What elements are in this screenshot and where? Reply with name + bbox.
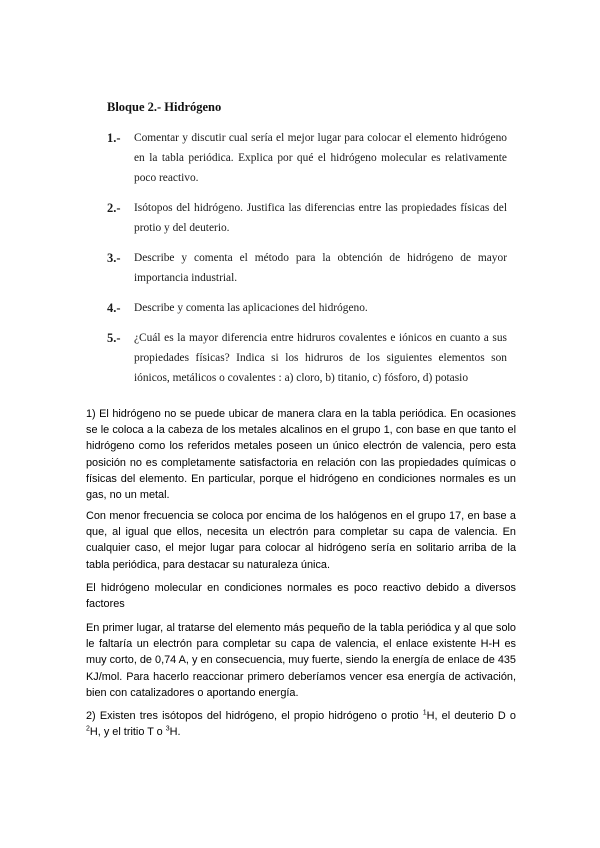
question-3 <box>107 248 507 288</box>
answer-paragraph-3: El hidrógeno molecular en condiciones normales es poco reactivo debido a diversos factores <box>86 582 516 611</box>
text-run: H, el deuterio D o <box>426 710 516 722</box>
answer-paragraph-1: 1) El hidrógeno no se puede ubicar de manera clara en la tabla periódica. En ocasiones se le coloca a la cabeza de los metales alcalinos en el grupo 1, con base en que tanto el hidrógeno como los referidos metales poseen un único electrón de valencia, pero esta posición no es completamente satisfactoria en relación con las propiedades químicas o físicas del elemento. En particular, porque el hidrógeno en condiciones normales es un gas, no un metal. <box>86 408 516 502</box>
question-text: ¿Cuál es la mayor diferencia entre hidruros covalentes e iónicos en cuanto a sus propiedades físicas? Indica si los hidruros de los siguientes elementos son iónicos, metálicos o covalentes : a) cloro, b) titanio, c) fósforo, d) potasio <box>134 332 507 384</box>
text-run: 2) Existen tres isótopos del hidrógeno, el propio hidrógeno o protio <box>86 710 423 722</box>
superscript: 1 <box>422 709 427 717</box>
question-1 <box>107 128 507 188</box>
question-text: Isótopos del hidrógeno. Justifica las diferencias entre las propiedades físicas del protio y del deuterio. <box>134 202 507 234</box>
question-number: 5.- <box>107 331 121 345</box>
question-text: Describe y comenta el método para la obtención de hidrógeno de mayor importancia industrial. <box>134 252 507 284</box>
question-number: 2.- <box>107 201 121 215</box>
question-number: 3.- <box>107 251 121 265</box>
question-4 <box>107 298 507 318</box>
superscript: 2 <box>86 725 90 733</box>
answer-paragraph-4: En primer lugar, al tratarse del elemento más pequeño de la tabla periódica y al que solo le faltaría un electrón para completar su capa de valencia, el enlace existente H-H es muy corto, de 0,74 A, y en consecuencia, muy fuerte, siendo la energía de enlace de 435 KJ/mol. Para hacerlo reaccionar primero deberíamos vencer esa energía de activación, bien con catalizadores o aportando energía. <box>86 622 516 699</box>
block-title: Bloque 2.- Hidrógeno <box>107 100 222 114</box>
text-run: H. <box>169 726 181 739</box>
question-5 <box>107 328 507 388</box>
answer-paragraph-2: Con menor frecuencia se coloca por encima de los halógenos en el grupo 17, en base a que, al igual que ellos, necesita un electrón para completar su capa de valencia. En cualquier caso, el mejor lugar para colocar al hidrógeno sería en solitario arriba de la tabla periódica, para destacar su naturaleza única. <box>86 510 516 571</box>
question-number: 1.- <box>107 131 121 145</box>
answer-paragraph-5 <box>86 708 516 740</box>
superscript: 3 <box>165 725 170 733</box>
question-text: Describe y comenta las aplicaciones del hidrógeno. <box>134 302 368 314</box>
question-text: Comentar y discutir cual sería el mejor lugar para colocar el elemento hidrógeno en la tabla periódica. Explica por qué el hidrógeno molecular es relativamente poco reactivo. <box>134 132 507 184</box>
question-2 <box>107 198 507 238</box>
question-number: 4.- <box>107 301 121 315</box>
text-run: H, y el tritio T o <box>89 726 166 739</box>
